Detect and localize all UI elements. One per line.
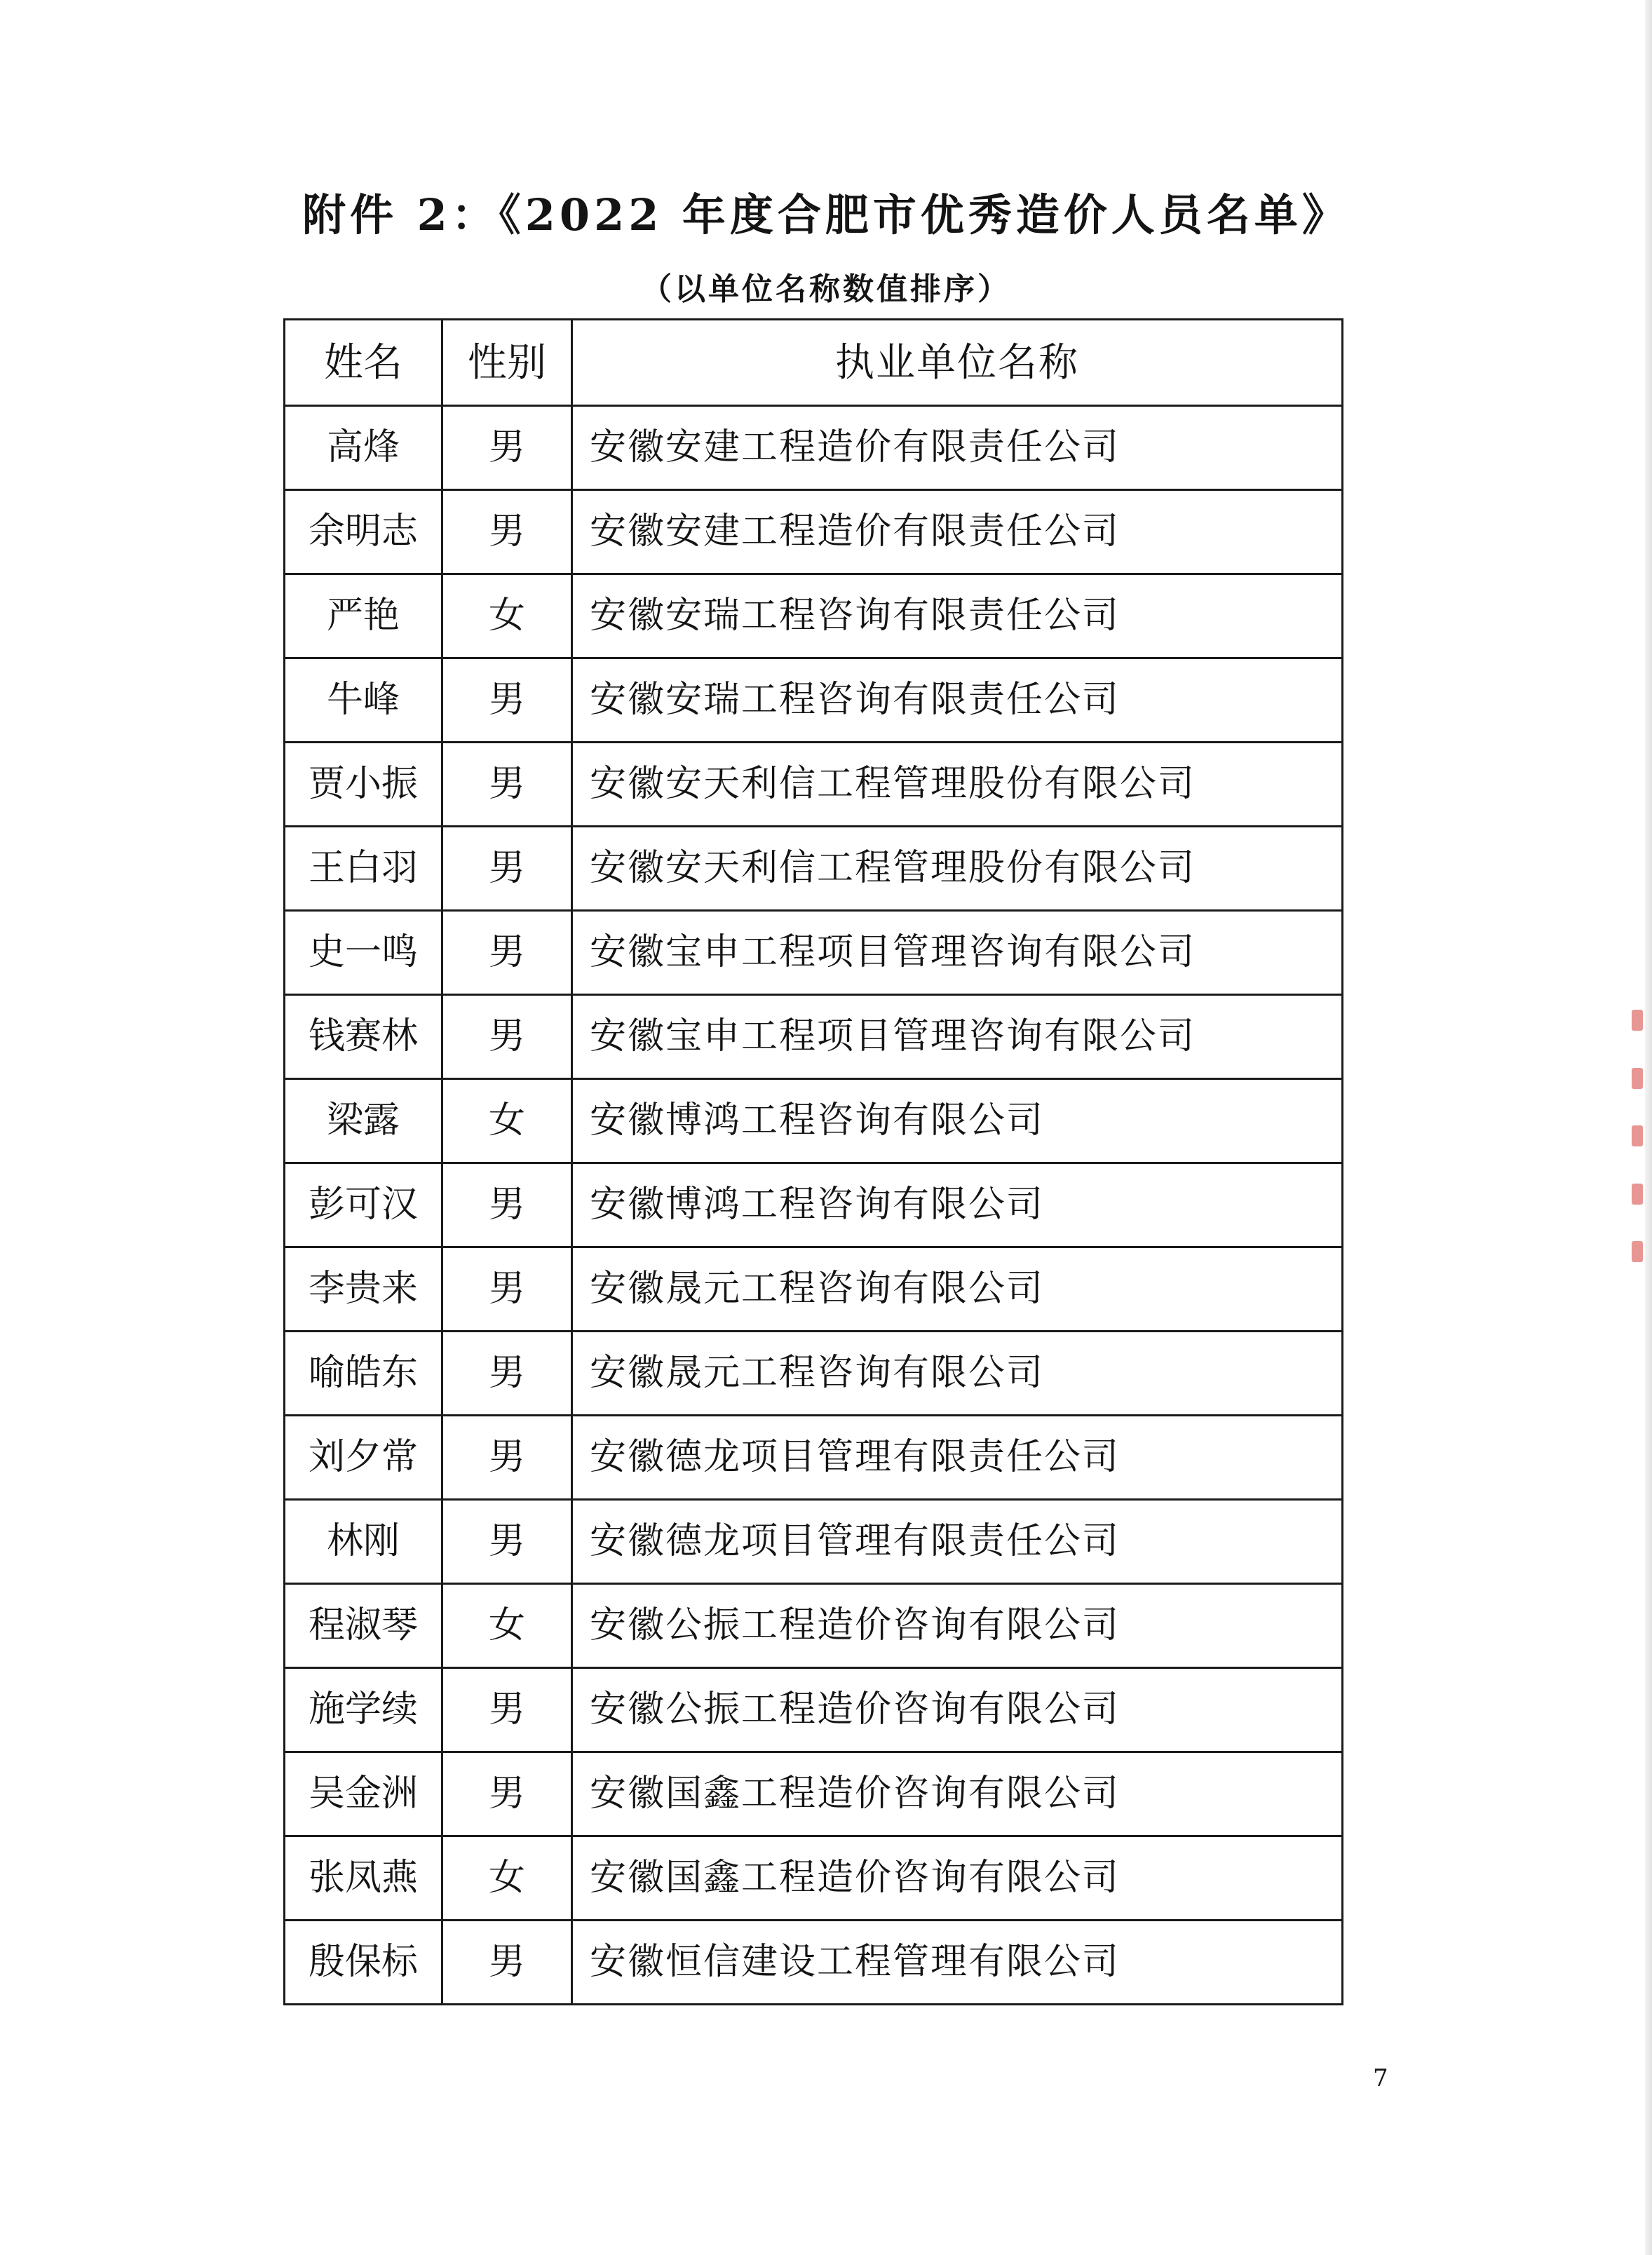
cell-unit: 安徽晟元工程咨询有限公司	[572, 1332, 1343, 1416]
seal-stamp-fragment	[1627, 1010, 1648, 1262]
cell-gender: 男	[442, 1163, 572, 1247]
cell-gender: 男	[442, 1752, 572, 1836]
cell-name: 林刚	[285, 1500, 442, 1584]
cell-gender: 男	[442, 827, 572, 911]
cell-name: 施学续	[285, 1668, 442, 1752]
cell-name: 牛峰	[285, 658, 442, 743]
table-row	[285, 1247, 1343, 1332]
cell-unit: 安徽博鸿工程咨询有限公司	[572, 1079, 1343, 1163]
cell-gender: 男	[442, 911, 572, 995]
cell-gender: 女	[442, 1584, 572, 1668]
cell-gender: 男	[442, 1921, 572, 2005]
cell-gender: 男	[442, 1332, 572, 1416]
cell-unit: 安徽宝申工程项目管理咨询有限公司	[572, 995, 1343, 1079]
column-header-gender: 性别	[442, 320, 572, 406]
table-row	[285, 406, 1343, 490]
document-title: 附件 2：《2022 年度合肥市优秀造价人员名单》	[302, 189, 1350, 241]
table-row	[285, 995, 1343, 1079]
table-row	[285, 743, 1343, 827]
cell-name: 喻皓东	[285, 1332, 442, 1416]
cell-name: 王白羽	[285, 827, 442, 911]
cell-gender: 男	[442, 1668, 572, 1752]
cell-unit: 安徽恒信建设工程管理有限公司	[572, 1921, 1343, 2005]
table-row	[285, 1500, 1343, 1584]
cell-unit: 安徽国鑫工程造价咨询有限公司	[572, 1836, 1343, 1921]
table-row	[285, 1921, 1343, 2005]
cell-unit: 安徽安天利信工程管理股份有限公司	[572, 743, 1343, 827]
cell-gender: 女	[442, 1079, 572, 1163]
cell-name: 梁露	[285, 1079, 442, 1163]
cell-unit: 安徽宝申工程项目管理咨询有限公司	[572, 911, 1343, 995]
cell-unit: 安徽晟元工程咨询有限公司	[572, 1247, 1343, 1332]
cell-unit: 安徽安建工程造价有限责任公司	[572, 406, 1343, 490]
table-row	[285, 574, 1343, 658]
cell-unit: 安徽公振工程造价咨询有限公司	[572, 1584, 1343, 1668]
roster-table	[283, 318, 1343, 2005]
table-row	[285, 1416, 1343, 1500]
cell-gender: 男	[442, 1500, 572, 1584]
cell-name: 余明志	[285, 490, 442, 574]
cell-unit: 安徽博鸿工程咨询有限公司	[572, 1163, 1343, 1247]
table-row	[285, 827, 1343, 911]
cell-gender: 女	[442, 574, 572, 658]
cell-unit: 安徽德龙项目管理有限责任公司	[572, 1416, 1343, 1500]
cell-unit: 安徽公振工程造价咨询有限公司	[572, 1668, 1343, 1752]
page-number: 7	[1373, 2064, 1388, 2092]
cell-unit: 安徽安建工程造价有限责任公司	[572, 490, 1343, 574]
cell-gender: 男	[442, 658, 572, 743]
cell-name: 李贵来	[285, 1247, 442, 1332]
cell-name: 刘夕常	[285, 1416, 442, 1500]
table-row	[285, 658, 1343, 743]
cell-name: 史一鸣	[285, 911, 442, 995]
table-row	[285, 1163, 1343, 1247]
cell-unit: 安徽德龙项目管理有限责任公司	[572, 1500, 1343, 1584]
document-subtitle: （以单位名称数值排序）	[641, 271, 1011, 307]
cell-name: 殷保标	[285, 1921, 442, 2005]
cell-name: 吴金洲	[285, 1752, 442, 1836]
cell-gender: 男	[442, 743, 572, 827]
cell-name: 严艳	[285, 574, 442, 658]
cell-name: 贾小振	[285, 743, 442, 827]
cell-unit: 安徽安天利信工程管理股份有限公司	[572, 827, 1343, 911]
cell-name: 张凤燕	[285, 1836, 442, 1921]
table-row	[285, 1668, 1343, 1752]
column-header-unit: 执业单位名称	[572, 320, 1343, 406]
cell-gender: 男	[442, 995, 572, 1079]
cell-unit: 安徽国鑫工程造价咨询有限公司	[572, 1752, 1343, 1836]
cell-name: 高烽	[285, 406, 442, 490]
column-header-name: 姓名	[285, 320, 442, 406]
table-row	[285, 1584, 1343, 1668]
table-row	[285, 1752, 1343, 1836]
cell-gender: 女	[442, 1836, 572, 1921]
cell-unit: 安徽安瑞工程咨询有限责任公司	[572, 658, 1343, 743]
table-header-row	[285, 320, 1343, 406]
table-body	[285, 406, 1343, 2005]
cell-unit: 安徽安瑞工程咨询有限责任公司	[572, 574, 1343, 658]
cell-name: 程淑琴	[285, 1584, 442, 1668]
cell-name: 彭可汉	[285, 1163, 442, 1247]
cell-gender: 男	[442, 406, 572, 490]
cell-name: 钱赛林	[285, 995, 442, 1079]
table-row	[285, 1332, 1343, 1416]
cell-gender: 男	[442, 1247, 572, 1332]
cell-gender: 男	[442, 490, 572, 574]
cell-gender: 男	[442, 1416, 572, 1500]
table-row	[285, 1836, 1343, 1921]
table-row	[285, 490, 1343, 574]
table-row	[285, 1079, 1343, 1163]
table-row	[285, 911, 1343, 995]
